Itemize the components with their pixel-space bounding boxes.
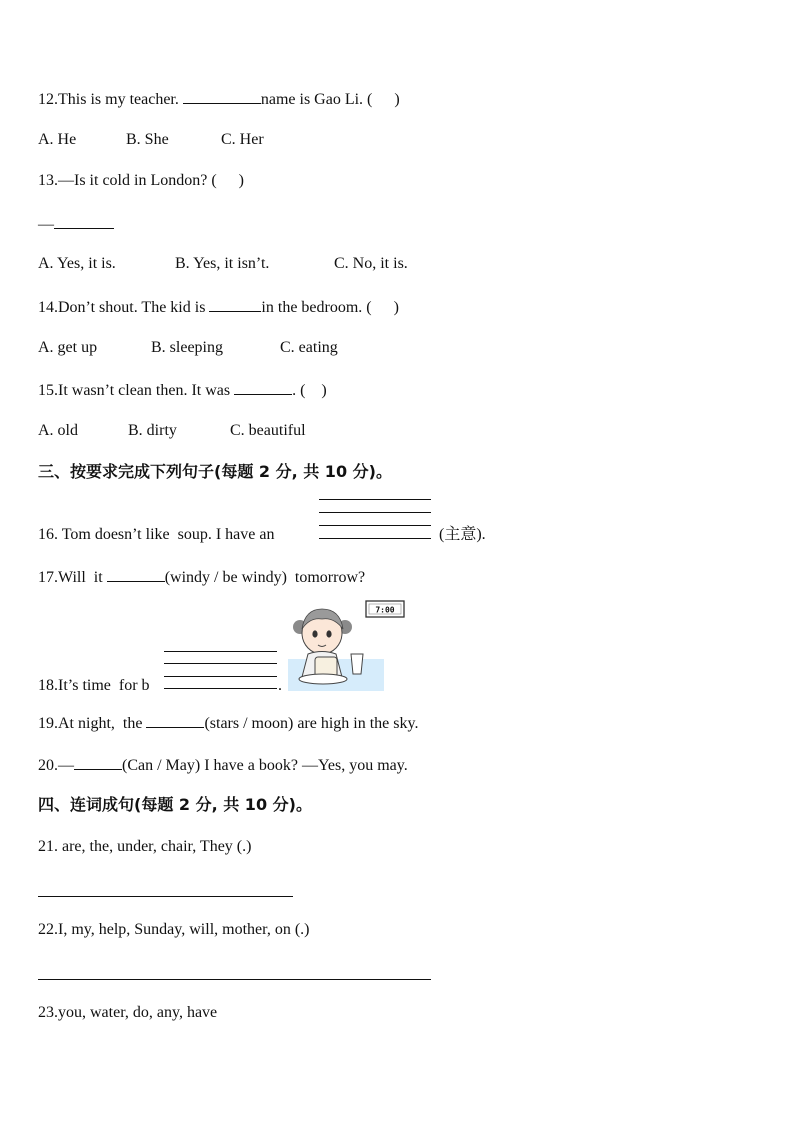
q12-option-c[interactable]: C. Her — [221, 131, 264, 148]
q12-paren-close: ) — [394, 91, 400, 108]
q16-writing-line-4[interactable] — [319, 538, 431, 539]
q14-options — [38, 338, 338, 358]
q15-blank[interactable] — [234, 379, 292, 395]
q21-answer-line[interactable] — [38, 896, 293, 897]
q15-option-a[interactable]: A. old — [38, 422, 78, 439]
q14-option-a[interactable]: A. get up — [38, 339, 98, 356]
q13-answer-line — [38, 213, 114, 235]
q18-writing-line-4[interactable] — [164, 688, 277, 689]
q16-writing-line-2 — [319, 512, 431, 513]
question-18 — [38, 676, 150, 696]
q14-option-b[interactable]: B. sleeping — [151, 339, 223, 356]
question-19 — [38, 712, 418, 734]
q12-option-b[interactable]: B. She — [126, 131, 169, 148]
q13-blank[interactable] — [54, 213, 114, 229]
q17-blank[interactable] — [107, 566, 165, 582]
plate — [299, 674, 347, 684]
q13-text: 13.—Is it cold in London? ( — [38, 172, 217, 189]
q18-writing-line-3 — [164, 676, 277, 677]
question-20 — [38, 754, 408, 776]
q14-option-c[interactable]: C. eating — [280, 339, 338, 356]
q17-text-after: (windy / be windy) tomorrow? — [164, 569, 366, 586]
q12-option-a[interactable]: A. He — [38, 131, 77, 148]
q13-paren-close: ) — [238, 172, 244, 189]
q18-text: 18.It’s time for b — [38, 677, 150, 694]
q15-text-after: . ( — [292, 382, 306, 399]
clock-time: 7:00 — [375, 605, 395, 615]
q16-text: 16. Tom doesn’t like soup. I have an — [38, 526, 279, 543]
q16-text-after: (主意). — [439, 526, 486, 543]
q13-dash: — — [38, 216, 54, 233]
q12-text: 12.This is my teacher. — [38, 91, 183, 108]
q15-option-b[interactable]: B. dirty — [128, 422, 177, 439]
q12-blank[interactable] — [183, 88, 261, 104]
q18-writing-line-1 — [164, 651, 277, 652]
q17-text: 17.Will it — [38, 569, 107, 586]
q13-options — [38, 254, 408, 274]
q19-text: 19.At night, the — [38, 715, 147, 732]
q22-answer-line[interactable] — [38, 979, 431, 980]
q18-period — [278, 676, 282, 696]
q14-blank[interactable] — [209, 296, 261, 312]
cup-icon — [351, 654, 363, 674]
section-3-heading: 三、按要求完成下列句子(每题 2 分, 共 10 分)。 — [38, 462, 392, 481]
q18-writing-line-2 — [164, 663, 277, 664]
q14-paren-close: ) — [393, 299, 399, 316]
q12-text-after: name is Gao Li. ( — [260, 91, 373, 108]
q20-text: 20.— — [38, 757, 74, 774]
question-12 — [38, 88, 400, 110]
q18-text-after: . — [278, 677, 282, 694]
q12-options — [38, 130, 264, 150]
q19-blank[interactable] — [146, 712, 204, 728]
q20-text-after: (Can / May) I have a book? —Yes, you may. — [122, 757, 408, 774]
q16-hint — [439, 525, 486, 545]
q19-text-after: (stars / moon) are high in the sky. — [204, 715, 419, 732]
section-4-heading: 四、连词成句(每题 2 分, 共 10 分)。 — [38, 795, 312, 814]
q15-options — [38, 421, 306, 441]
q15-option-c[interactable]: C. beautiful — [230, 422, 306, 439]
question-16 — [38, 525, 278, 545]
question-23: 23.you, water, do, any, have — [38, 1004, 218, 1021]
question-15 — [38, 379, 327, 401]
q20-blank[interactable] — [74, 754, 122, 770]
question-13 — [38, 171, 244, 191]
q13-option-b[interactable]: B. Yes, it isn’t. — [175, 255, 270, 272]
question-21: 21. are, the, under, chair, They (.) — [38, 838, 252, 855]
q14-text: 14.Don’t shout. The kid is — [38, 299, 210, 316]
question-14 — [38, 296, 399, 318]
q15-paren-close: ) — [321, 382, 327, 399]
q13-option-a[interactable]: A. Yes, it is. — [38, 255, 116, 272]
q15-text: 15.It wasn’t clean then. It was — [38, 382, 235, 399]
q16-writing-line-1 — [319, 499, 431, 500]
question-22: 22.I, my, help, Sunday, will, mother, on (.) — [38, 921, 310, 938]
q14-text-after: in the bedroom. ( — [261, 299, 372, 316]
q16-writing-line-3 — [319, 525, 431, 526]
question-17 — [38, 566, 365, 588]
girl-breakfast-illustration — [288, 597, 406, 691]
q13-option-c[interactable]: C. No, it is. — [334, 255, 408, 272]
